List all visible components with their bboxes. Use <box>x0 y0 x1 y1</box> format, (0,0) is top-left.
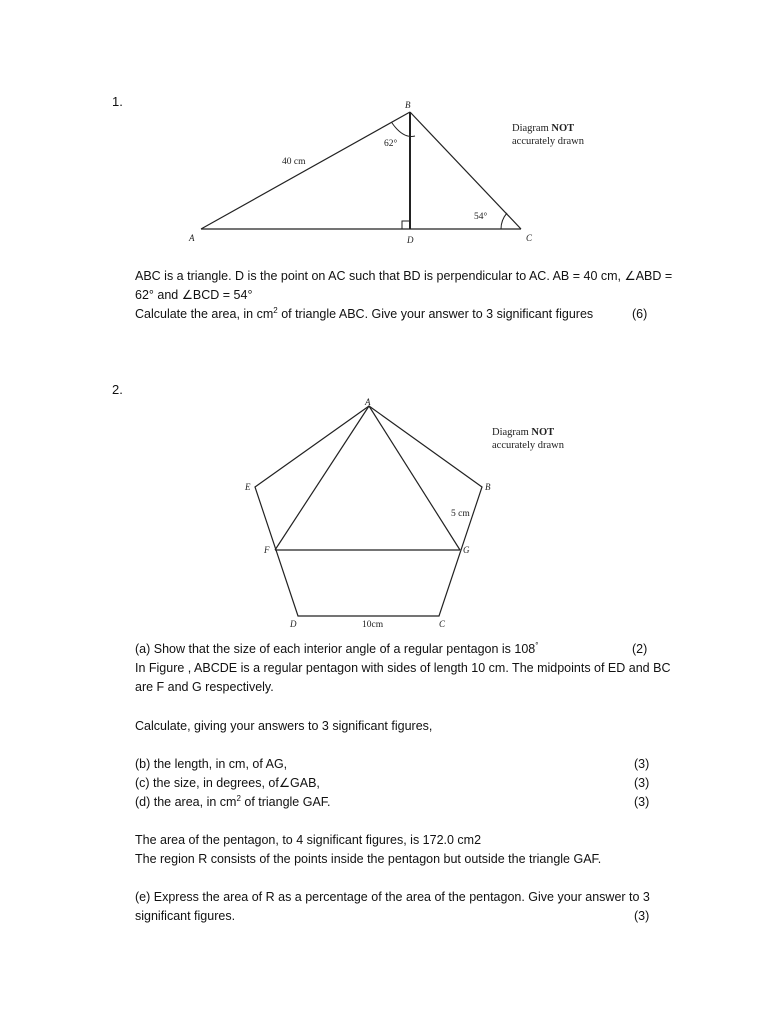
diagram-note-line1: Diagram NOT <box>492 427 555 438</box>
label-a: A <box>365 397 371 407</box>
diagram-note-line1: Diagram NOT <box>512 123 575 134</box>
label-b: B <box>485 482 491 492</box>
pentagon-abcde <box>255 406 482 616</box>
side-dc-length: 10cm <box>362 620 384 630</box>
q1-statement-line1: ABC is a triangle. D is the point on AC such that BD is perpendicular to AC. AB = 40 cm, ∠ABD = <box>135 269 673 283</box>
label-a: A <box>189 233 195 243</box>
q2-region-definition: The region R consists of the points inside the pentagon but outside the triangle GAF. <box>135 852 602 866</box>
question-1-number: 1. <box>112 94 123 109</box>
segment-af <box>275 406 369 550</box>
label-f: F <box>264 545 270 555</box>
label-d: D <box>290 619 297 629</box>
q2-calc-instruction: Calculate, giving your answers to 3 significant figures, <box>135 719 433 733</box>
q2-part-c: (c) the size, in degrees, of∠GAB, <box>135 776 320 790</box>
diagram-note-line2: accurately drawn <box>492 440 564 451</box>
q2-part-b: (b) the length, in cm, of AG, <box>135 757 288 771</box>
q2-part-c-marks: (3) <box>634 776 650 790</box>
angle-abd-label: 62° <box>384 139 398 149</box>
q2-part-d-marks: (3) <box>634 795 650 809</box>
q2-part-b-marks: (3) <box>634 757 650 771</box>
label-e: E <box>245 482 251 492</box>
side-ab-length: 40 cm <box>282 157 306 167</box>
label-g: G <box>463 545 470 555</box>
angle-bcd-label: 54° <box>474 212 488 222</box>
q2-part-a: (a) Show that the size of each interior angle of a regular pentagon is 108° <box>135 641 539 656</box>
diagram-note-line2: accurately drawn <box>512 136 584 147</box>
question-2-number: 2. <box>112 382 123 397</box>
q1-marks: (6) <box>632 307 648 321</box>
segment-ag <box>369 406 460 550</box>
label-d: D <box>407 235 414 245</box>
q2-part-e-line2: significant figures. <box>135 909 236 923</box>
q2-part-e-line1: (e) Express the area of R as a percentage of the area of the pentagon. Give your answer to 3 <box>135 890 650 904</box>
q2-part-a-marks: (2) <box>632 642 648 656</box>
label-b: B <box>405 100 411 110</box>
q2-intro-line2: are F and G respectively. <box>135 680 274 694</box>
q1-question-line: Calculate the area, in $cm^2$ of triangle ABC. Give your answer to 3 significant figures <box>135 306 594 321</box>
q1-statement-line2: 62° and ∠BCD = 54° <box>135 288 253 302</box>
q2-part-d: (d) the area, in $cm^2$ of triangle GAF. <box>135 794 331 809</box>
q2-intro-line1: In Figure , ABCDE is a regular pentagon with sides of length 10 cm. The midpoints of ED and BC <box>135 661 671 675</box>
q2-pentagon-area-line: The area of the pentagon, to 4 significant figures, is 172.0 cm2 <box>135 833 482 847</box>
label-c: C <box>526 233 533 243</box>
label-c: C <box>439 619 446 629</box>
side-bg-length: 5 cm <box>451 509 470 519</box>
q2-part-e-marks: (3) <box>634 909 650 923</box>
